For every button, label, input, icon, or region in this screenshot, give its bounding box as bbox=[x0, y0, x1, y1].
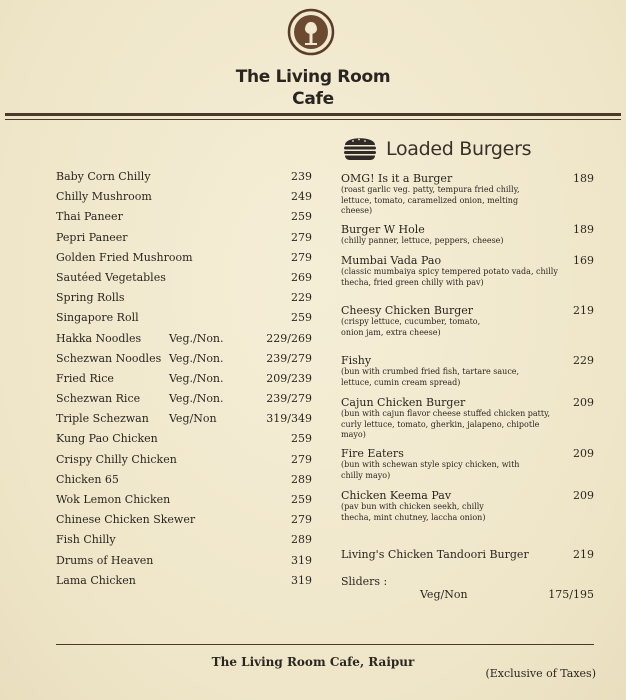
item-price: 209/239 bbox=[266, 371, 312, 385]
item-name: Schezwan Rice bbox=[56, 392, 141, 406]
item-price: 279 bbox=[291, 230, 312, 244]
item-price: 269 bbox=[291, 270, 312, 284]
item-variant: Veg./Non. bbox=[169, 371, 224, 385]
burger-icon bbox=[342, 133, 378, 161]
item-price: 259 bbox=[291, 493, 312, 506]
item-description: (roast garlic veg. patty, tempura fried chilly, lettuce, tomato, caramelized onion, melting cheese) bbox=[341, 185, 520, 215]
divider bbox=[56, 644, 594, 645]
list-item bbox=[56, 493, 312, 513]
item-price: 229/269 bbox=[266, 331, 312, 345]
item-name: Triple Schezwan bbox=[56, 412, 149, 426]
item-price: 319 bbox=[291, 573, 312, 587]
list-item bbox=[341, 548, 594, 561]
item-name: Thai Paneer bbox=[56, 210, 123, 224]
starters-list bbox=[56, 170, 312, 594]
footer-tax-note: (Exclusive of Taxes) bbox=[485, 667, 596, 680]
item-name: OMG! Is it a Burger bbox=[341, 172, 453, 185]
sliders-label: Sliders : bbox=[341, 575, 388, 588]
item-name: Pepri Paneer bbox=[56, 230, 128, 244]
list-item bbox=[56, 412, 312, 432]
item-name: Golden Fried Mushroom bbox=[56, 250, 193, 264]
list-item bbox=[341, 396, 594, 441]
list-item bbox=[56, 554, 312, 574]
item-price: 189 bbox=[573, 223, 594, 236]
item-name: Schezwan Noodles bbox=[56, 351, 162, 365]
list-item bbox=[56, 170, 312, 190]
item-price: 219 bbox=[573, 304, 594, 317]
item-price: 209 bbox=[573, 489, 594, 502]
list-item bbox=[56, 311, 312, 331]
list-item bbox=[341, 489, 594, 523]
item-price: 279 bbox=[291, 452, 312, 466]
list-item bbox=[56, 453, 312, 473]
item-price: 259 bbox=[291, 311, 312, 325]
list-item bbox=[56, 231, 312, 251]
list-item bbox=[56, 473, 312, 493]
item-name: Burger W Hole bbox=[341, 223, 425, 236]
item-name: Living's Chicken Tandoori Burger bbox=[341, 548, 529, 561]
item-name: Fish Chilly bbox=[56, 533, 116, 547]
list-item bbox=[56, 291, 312, 311]
item-price: 169 bbox=[573, 254, 594, 267]
cafe-logo-icon bbox=[287, 8, 335, 56]
item-name: Cheesy Chicken Burger bbox=[341, 304, 474, 317]
item-description: (crispy lettuce, cucumber, tomato, onion jam, extra cheese) bbox=[341, 317, 481, 337]
item-description: (bun with crumbed fried fish, tartare sauce, lettuce, cumin cream spread) bbox=[341, 367, 520, 387]
item-variant: Veg./Non. bbox=[169, 351, 224, 365]
item-price: 239/279 bbox=[266, 392, 312, 406]
list-item bbox=[56, 432, 312, 452]
list-item bbox=[341, 447, 594, 481]
item-name: Chicken Keema Pav bbox=[341, 489, 452, 502]
item-name: Mumbai Vada Pao bbox=[341, 254, 442, 267]
divider bbox=[5, 113, 621, 116]
list-item bbox=[56, 513, 312, 533]
item-price: 219 bbox=[573, 548, 594, 561]
item-description: (pav bun with chicken seekh, chilly thecha, mint chutney, laccha onion) bbox=[341, 502, 486, 522]
item-description: (bun with schewan style spicy chicken, with chilly mayo) bbox=[341, 460, 520, 480]
item-price: 229 bbox=[573, 354, 594, 367]
list-item bbox=[56, 190, 312, 210]
list-item bbox=[341, 304, 594, 338]
brand-name: The Living Room bbox=[235, 67, 391, 87]
item-price: 289 bbox=[291, 533, 312, 547]
list-item bbox=[341, 223, 594, 247]
item-variant: Veg./Non. bbox=[169, 392, 224, 406]
item-price: 239 bbox=[291, 170, 312, 183]
list-item bbox=[56, 392, 312, 412]
item-price: 319 bbox=[291, 553, 312, 567]
item-name: Lama Chicken bbox=[56, 573, 136, 587]
item-price: 319/349 bbox=[266, 412, 312, 426]
item-name: Crispy Chilly Chicken bbox=[56, 452, 177, 466]
list-item bbox=[56, 332, 312, 352]
sliders-price: 175/195 bbox=[548, 588, 594, 601]
item-price: 229 bbox=[291, 291, 312, 305]
item-price: 189 bbox=[573, 172, 594, 185]
item-name: Sautéed Vegetables bbox=[56, 270, 166, 284]
section-title: Loaded Burgers bbox=[386, 138, 532, 160]
item-name: Chinese Chicken Skewer bbox=[56, 513, 196, 527]
list-item bbox=[56, 352, 312, 372]
list-item bbox=[341, 354, 594, 388]
item-price: 259 bbox=[291, 210, 312, 224]
item-price: 279 bbox=[291, 513, 312, 527]
item-name: Fishy bbox=[341, 354, 372, 367]
list-item bbox=[341, 254, 594, 288]
item-name: Drums of Heaven bbox=[56, 553, 154, 567]
item-name: Singapore Roll bbox=[56, 311, 139, 325]
item-price: 279 bbox=[291, 250, 312, 264]
sliders-variant: Veg/Non bbox=[420, 588, 468, 601]
item-name: Baby Corn Chilly bbox=[56, 170, 151, 183]
divider bbox=[5, 119, 621, 120]
item-price: 209 bbox=[573, 396, 594, 409]
item-variant: Veg./Non. bbox=[169, 331, 224, 345]
item-name: Chilly Mushroom bbox=[56, 190, 152, 204]
item-name: Wok Lemon Chicken bbox=[56, 493, 171, 506]
item-price: 249 bbox=[291, 190, 312, 204]
item-name: Fire Eaters bbox=[341, 447, 404, 460]
item-name: Cajun Chicken Burger bbox=[341, 396, 466, 409]
item-description: (chilly panner, lettuce, peppers, cheese) bbox=[341, 236, 504, 245]
item-variant: Veg/Non bbox=[169, 412, 217, 426]
list-item bbox=[56, 372, 312, 392]
item-price: 259 bbox=[291, 432, 312, 446]
list-item bbox=[341, 172, 594, 217]
brand-name-cafe: Cafe bbox=[292, 89, 334, 109]
item-name: Kung Pao Chicken bbox=[56, 432, 158, 446]
item-name: Chicken 65 bbox=[56, 472, 119, 486]
item-price: 289 bbox=[291, 472, 312, 486]
list-item bbox=[56, 533, 312, 553]
item-description: (classic mumbaiya spicy tempered potato vada, chilly thecha, fried green chilly with pav) bbox=[341, 267, 558, 287]
item-price: 239/279 bbox=[266, 351, 312, 365]
list-item bbox=[56, 574, 312, 594]
list-item bbox=[56, 251, 312, 271]
item-description: (bun with cajun flavor cheese stuffed chicken patty, curly lettuce, tomato, gherkin, jalapeno, chipotle mayo) bbox=[341, 409, 551, 439]
list-item bbox=[56, 210, 312, 230]
list-item bbox=[56, 271, 312, 291]
footer-cafe-name: The Living Room Cafe, Raipur bbox=[211, 655, 415, 669]
item-price: 209 bbox=[573, 447, 594, 460]
item-name: Fried Rice bbox=[56, 371, 114, 385]
item-name: Spring Rolls bbox=[56, 291, 125, 305]
item-name: Hakka Noodles bbox=[56, 331, 142, 345]
